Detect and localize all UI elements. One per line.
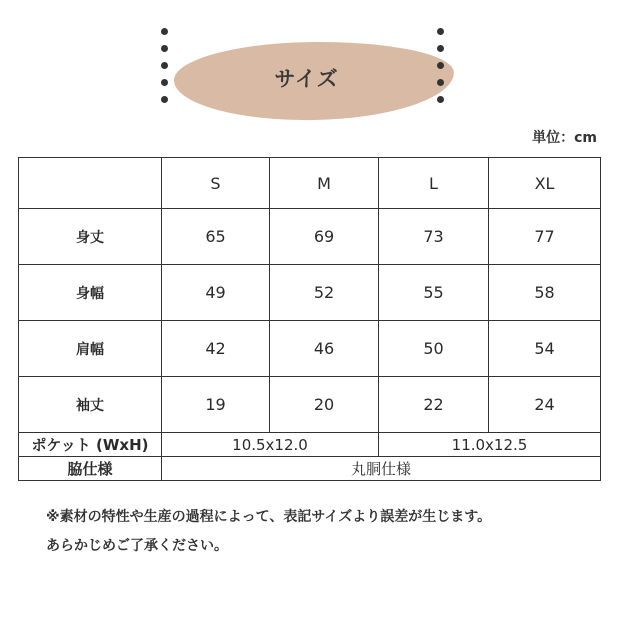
table-cell: 69 [270,209,379,265]
unit-label: 単位：cm [532,130,597,146]
pocket-value-lxl: 11.0x12.5 [379,433,601,457]
side-spec-value: 丸胴仕様 [162,457,601,481]
table-row [19,377,601,433]
table-cell: 22 [379,377,489,433]
table-row [19,265,601,321]
table-cell: 19 [162,377,270,433]
table-cell: 65 [162,209,270,265]
table-cell: 73 [379,209,489,265]
table-cell: 46 [270,321,379,377]
column-header-xl: XL [489,158,601,209]
table-cell: 55 [379,265,489,321]
column-header-m: M [270,158,379,209]
table-cell: 52 [270,265,379,321]
header-corner-cell [19,158,162,209]
table-cell: 49 [162,265,270,321]
side-spec-label: 脇仕様 [19,457,162,481]
column-header-l: L [379,158,489,209]
pocket-value-sm: 10.5x12.0 [162,433,379,457]
decorative-dots-left [161,28,169,113]
table-cell: 24 [489,377,601,433]
table-cell: 54 [489,321,601,377]
note-line-2: あらかじめご了承ください。 [46,538,228,554]
row-label: 肩幅 [19,321,162,377]
size-table [18,157,601,481]
table-row [19,321,601,377]
column-header-s: S [162,158,270,209]
table-cell: 58 [489,265,601,321]
row-label: 身丈 [19,209,162,265]
row-label: 袖丈 [19,377,162,433]
pocket-label: ポケット (WxH) [19,433,162,457]
side-spec-row [19,457,601,481]
table-header-row [19,158,601,209]
table-cell: 50 [379,321,489,377]
pocket-row [19,433,601,457]
page-title: サイズ [274,67,339,91]
table-row [19,209,601,265]
table-cell: 77 [489,209,601,265]
table-cell: 20 [270,377,379,433]
note-line-1: ※素材の特性や生産の過程によって、表記サイズより誤差が生じます。 [46,509,492,525]
row-label: 身幅 [19,265,162,321]
table-cell: 42 [162,321,270,377]
